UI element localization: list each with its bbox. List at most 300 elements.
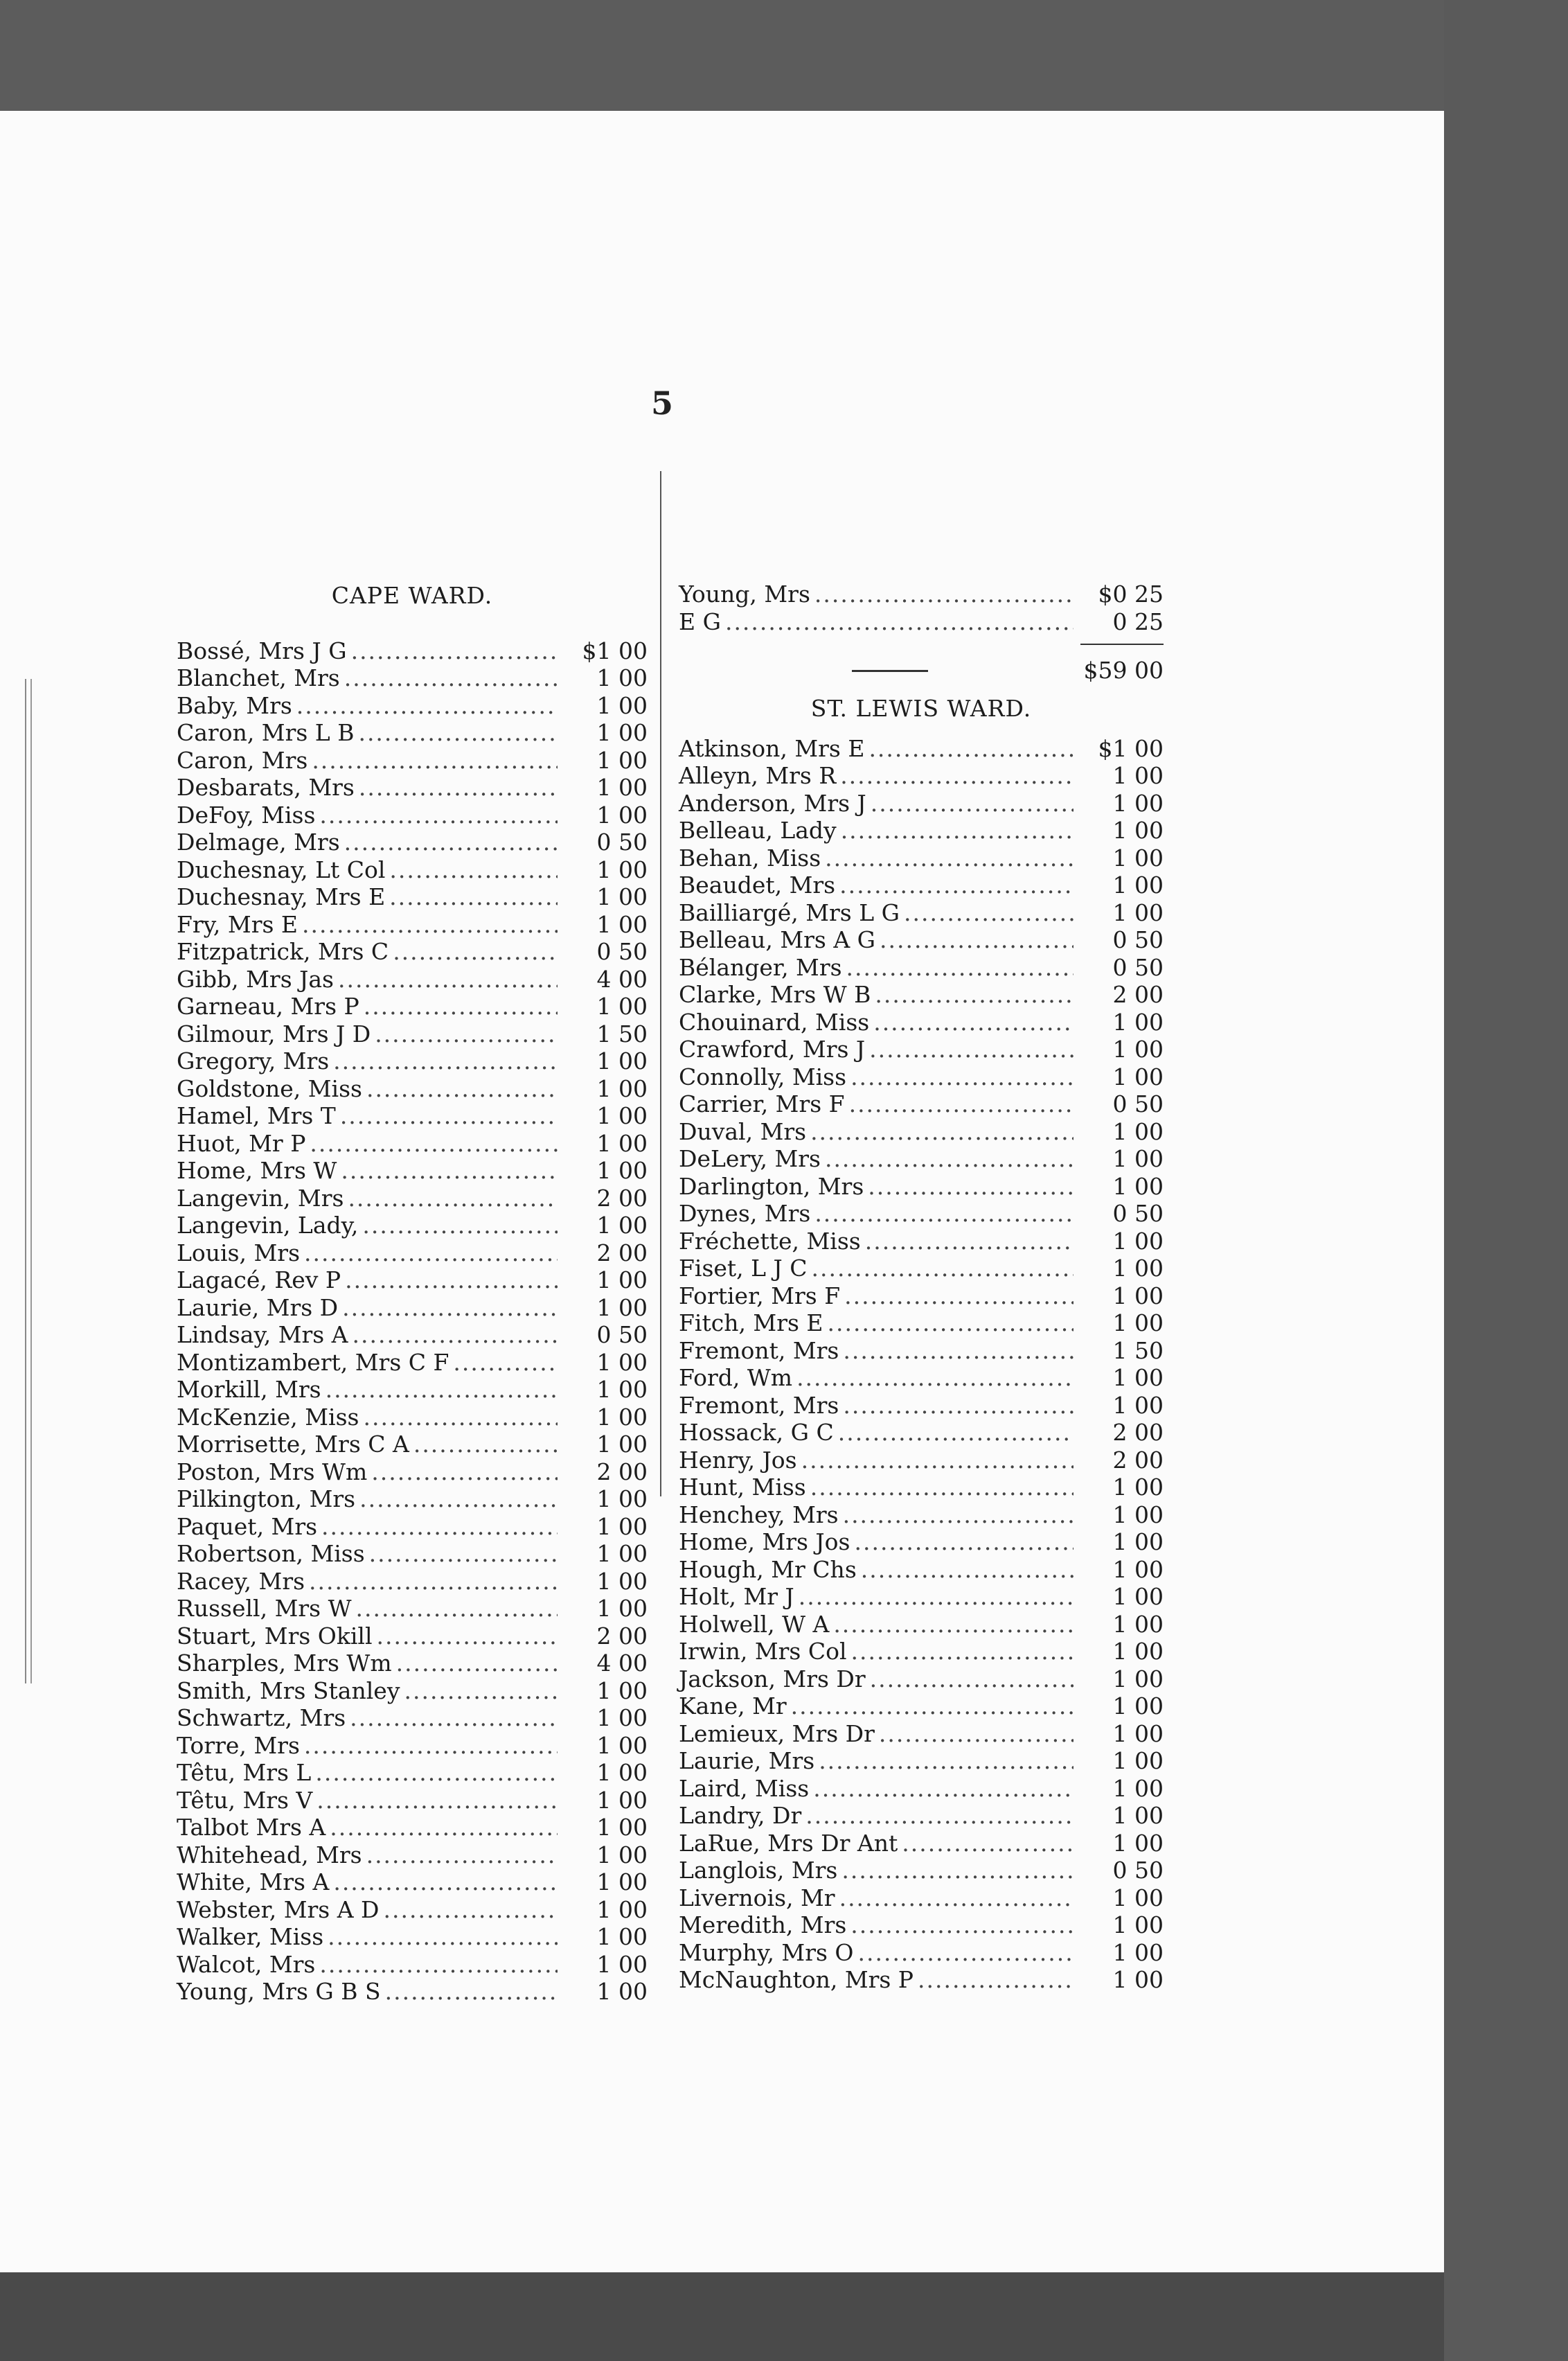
leader-dots [362,1212,558,1239]
donor-name: Fitch, Mrs E [679,1309,823,1336]
leader-dots [413,1431,558,1458]
donor-name: Home, Mrs W [177,1157,337,1184]
donation-amount: 1 00 [1112,1938,1164,1966]
donor-name: Bélanger, Mrs [679,953,842,981]
donation-amount: 1 50 [1112,1336,1164,1364]
list-item [679,581,1164,608]
donor-name: Langevin, Lady, [177,1212,359,1239]
donation-amount: 1 00 [1112,1364,1164,1391]
donor-name: Anderson, Mrs J [679,789,866,817]
donor-name: Fremont, Mrs [679,1336,839,1364]
donation-amount: 1 00 [1112,1802,1164,1829]
donor-name: Smith, Mrs Stanley [177,1677,400,1704]
leader-dots [813,1775,1073,1803]
list-item [177,1102,648,1130]
leader-dots [844,1282,1073,1310]
donor-name: Goldstone, Miss [177,1075,362,1102]
donation-amount: 1 00 [596,801,648,829]
donor-name: Langevin, Mrs [177,1184,344,1212]
list-item [177,1431,648,1458]
donor-name: Duchesnay, Lt Col [177,856,386,883]
list-item [177,1294,648,1322]
list-item [679,1309,1164,1337]
leader-dots [796,1364,1073,1392]
list-item [679,1392,1164,1420]
donation-amount: 1 00 [1112,1036,1164,1063]
donation-amount: 1 00 [1112,1719,1164,1747]
donor-name: Têtu, Mrs V [177,1786,313,1814]
leader-dots [819,1747,1073,1775]
leader-dots [791,1692,1073,1720]
list-item [177,802,648,829]
donor-name: Gregory, Mrs [177,1047,330,1075]
leader-dots [839,1884,1073,1912]
donation-amount: 4 00 [596,965,648,993]
leader-dots [850,1063,1073,1091]
list-item [679,981,1164,1009]
leader-dots [344,829,558,856]
leader-dots [828,1309,1073,1337]
leader-dots [326,1376,558,1404]
donor-name: DeLery, Mrs [679,1145,821,1172]
donor-name: E G [679,608,721,635]
section-divider [852,670,928,672]
donation-amount: 1 00 [596,719,648,746]
donation-amount: 1 00 [1112,1692,1164,1719]
donation-amount: 1 00 [596,746,648,774]
leader-dots [871,790,1073,817]
leader-dots [843,1337,1073,1365]
leader-dots [839,872,1073,899]
list-item [177,1677,648,1705]
donation-amount: 1 00 [596,1431,648,1458]
list-item [679,1145,1164,1173]
leader-dots [351,637,558,665]
leader-dots [364,993,558,1020]
list-item [177,1841,648,1869]
list-item [177,1185,648,1212]
list-item [679,1583,1164,1611]
donation-amount: 1 00 [596,1485,648,1512]
leader-dots [315,1759,558,1787]
donation-amount: 1 00 [1112,1309,1164,1336]
donation-amount: 1 00 [596,1677,648,1704]
donation-amount: $1 00 [582,637,648,664]
donor-name: Robertson, Miss [177,1540,365,1567]
binding-stitch [25,679,32,1683]
leader-dots [342,1294,558,1322]
leader-dots [319,802,558,829]
cape-ward-list [177,637,648,2006]
donor-name: Pilkington, Mrs [177,1485,356,1512]
donor-name: Garneau, Mrs P [177,993,359,1020]
donation-amount: 1 00 [1112,1966,1164,1993]
donor-name: Montizambert, Mrs C F [177,1348,449,1376]
leader-dots [810,1474,1073,1501]
leader-dots [385,1978,558,2006]
list-item [679,1830,1164,1857]
leader-dots [312,747,558,775]
donor-name: Morrisette, Mrs C A [177,1431,409,1458]
donation-amount: 1 00 [1112,1145,1164,1172]
donation-amount: 2 00 [1112,1446,1164,1474]
leader-dots [359,1485,558,1513]
donation-amount: 2 00 [596,1622,648,1650]
donation-amount: 1 00 [596,910,648,938]
leader-dots [358,719,558,747]
donor-name: Fiset, L J C [679,1255,808,1282]
st-lewis-ward-column [679,581,1164,1994]
list-item [177,1266,648,1294]
list-item [177,1650,648,1677]
donor-name: Laird, Miss [679,1774,810,1802]
donation-amount: 1 00 [1112,1255,1164,1282]
donor-name: Gibb, Mrs Jas [177,965,334,993]
donation-amount: 2 00 [596,1184,648,1212]
leader-dots [340,1102,558,1130]
donor-name: Huot, Mr P [177,1129,306,1157]
leader-dots [333,1047,558,1075]
donor-name: Behan, Miss [679,844,821,872]
cape-ward-column [177,582,648,2006]
list-item [177,1951,648,1979]
donation-amount: 1 00 [1112,1474,1164,1501]
leader-dots [841,1857,1073,1884]
donor-name: Jackson, Mrs Dr [679,1665,866,1692]
donation-amount: 1 00 [596,774,648,801]
donor-name: Henry, Jos [679,1446,797,1474]
list-item [679,1884,1164,1912]
donor-name: Darlington, Mrs [679,1172,864,1200]
list-item [679,1173,1164,1201]
donation-amount: 1 00 [1112,1528,1164,1555]
leader-dots [345,1266,558,1294]
leader-dots [333,1868,558,1896]
list-item [679,1255,1164,1282]
donor-name: Caron, Mrs [177,746,308,774]
leader-dots [359,774,558,802]
donor-name: Laurie, Mrs D [177,1293,339,1321]
donation-amount: 1 00 [1112,762,1164,789]
leader-dots [841,817,1073,845]
donation-amount: 1 00 [596,1731,648,1759]
leader-dots [850,1911,1073,1939]
donation-amount: 1 00 [596,1841,648,1868]
list-item [177,1075,648,1103]
leader-dots [302,911,558,939]
list-item [679,1638,1164,1665]
leader-dots [812,1255,1073,1282]
scan-right-border [1444,0,1568,2361]
list-item [177,1349,648,1377]
leader-dots [348,1185,558,1212]
donor-name: Alleyn, Mrs R [679,762,837,789]
list-item [177,1568,648,1595]
list-item [679,608,1164,636]
donation-amount: 1 00 [1112,899,1164,926]
donation-amount: 1 00 [1112,1282,1164,1309]
leader-dots [321,1513,558,1541]
donation-amount: 1 00 [1112,1555,1164,1583]
donor-name: Langlois, Mrs [679,1857,838,1884]
leader-dots [304,1732,558,1760]
donation-amount: 1 00 [596,1595,648,1622]
donation-amount: 1 00 [1112,1008,1164,1036]
donor-name: Lindsay, Mrs A [177,1321,348,1348]
leader-dots [902,1830,1073,1857]
donor-name: Holt, Mr J [679,1583,794,1610]
list-item [679,1282,1164,1310]
list-item [177,1485,648,1513]
donor-name: Clarke, Mrs W B [679,981,871,1008]
donor-name: Schwartz, Mrs [177,1704,346,1731]
donation-amount: 0 50 [596,829,648,856]
leader-dots [319,1951,558,1979]
leader-dots [389,883,558,911]
donation-amount: 1 00 [596,664,648,691]
donor-name: Holwell, W A [679,1610,830,1638]
donor-name: Ford, Wm [679,1364,793,1391]
list-item [177,938,648,966]
donation-amount: 1 00 [596,1266,648,1293]
donor-name: Connolly, Miss [679,1063,847,1090]
donor-name: Poston, Mrs Wm [177,1458,368,1485]
list-item [679,1337,1164,1365]
leader-dots [310,1130,558,1158]
donor-name: Duval, Mrs [679,1117,807,1145]
donation-amount: 0 50 [1112,953,1164,981]
donation-amount: 2 00 [596,1458,648,1485]
donation-amount: 1 00 [1112,1884,1164,1911]
leader-dots [879,1720,1073,1748]
donation-amount: 4 00 [596,1650,648,1677]
leader-dots [799,1583,1073,1611]
donor-name: Murphy, Mrs O [679,1938,854,1966]
leader-dots [840,762,1073,790]
donation-amount: 1 00 [596,1759,648,1786]
donation-amount: 0 25 [1112,608,1164,635]
donation-amount: 1 00 [596,1212,648,1239]
leader-dots [375,1020,558,1048]
donor-name: Belleau, Lady [679,817,837,844]
donation-amount: 1 50 [596,1020,648,1047]
donor-name: Whitehead, Mrs [177,1841,362,1868]
list-item [679,735,1164,763]
donor-name: Belleau, Mrs A G [679,926,875,953]
donation-amount: 1 00 [596,1868,648,1895]
list-item [679,790,1164,817]
list-item [177,1321,648,1349]
donor-name: Hunt, Miss [679,1474,806,1501]
leader-dots [341,1157,558,1185]
list-item [177,993,648,1020]
leader-dots [309,1568,558,1595]
donation-amount: 1 00 [596,1403,648,1431]
donor-name: Chouinard, Miss [679,1008,870,1036]
donor-name: Webster, Mrs A D [177,1895,380,1923]
donation-amount: 1 00 [596,1157,648,1184]
leader-dots [868,1173,1073,1201]
donation-amount: 1 00 [596,1540,648,1567]
list-item [679,1036,1164,1063]
leader-dots [870,1665,1073,1693]
list-item [177,1130,648,1158]
donation-amount: 1 00 [596,1047,648,1075]
list-item [177,1376,648,1404]
list-item [177,774,648,802]
column-divider [660,471,661,1496]
donor-name: White, Mrs A [177,1868,330,1895]
donor-name: Atkinson, Mrs E [679,734,865,762]
leader-dots [393,938,558,966]
leader-dots [725,608,1073,636]
list-item [679,1966,1164,1994]
list-item [679,762,1164,790]
donor-name: Walker, Miss [177,1923,324,1950]
donor-name: McNaughton, Mrs P [679,1966,914,1993]
leader-dots [843,1392,1073,1420]
list-item [679,1747,1164,1775]
list-item [177,911,648,939]
donor-name: Racey, Mrs [177,1567,305,1595]
donation-amount: 1 00 [1112,1610,1164,1638]
donation-amount: 1 00 [596,1786,648,1814]
leader-dots [356,1595,558,1622]
leader-dots [861,1556,1073,1584]
list-item [679,1720,1164,1748]
leader-dots [366,1841,558,1869]
leader-dots [833,1611,1073,1638]
list-item [177,966,648,993]
leader-dots [846,954,1073,982]
donation-amount: 1 00 [596,1923,648,1950]
donation-amount: $1 00 [1098,734,1164,762]
donation-amount: 1 00 [596,1895,648,1923]
donation-amount: 1 00 [596,1704,648,1731]
donation-amount: 1 00 [1112,844,1164,872]
leader-dots [814,581,1073,608]
list-item [679,1692,1164,1720]
cape-ward-total-row [679,653,1164,688]
donation-amount: 1 00 [1112,1063,1164,1090]
list-item [679,1200,1164,1228]
st-lewis-ward-list [679,735,1164,1994]
leader-dots [328,1923,558,1951]
donation-amount: 1 00 [596,1129,648,1157]
donor-name: Lagacé, Rev P [177,1266,341,1293]
page-number: 5 [651,384,674,422]
leader-dots [453,1349,558,1377]
donation-amount: 1 00 [1112,1583,1164,1610]
leader-dots [296,692,558,720]
leader-dots [873,1009,1073,1036]
donor-name: McKenzie, Miss [177,1403,359,1431]
list-item [177,1157,648,1185]
list-item [177,883,648,911]
donor-name: Young, Mrs G B S [177,1978,381,2005]
leader-dots [857,1939,1073,1967]
list-item [679,1802,1164,1830]
donor-name: Baby, Mrs [177,691,292,719]
leader-dots [810,1118,1073,1146]
donor-name: Bailliargé, Mrs L G [679,899,900,926]
list-item [177,1814,648,1841]
donor-name: Fréchette, Miss [679,1227,861,1255]
donor-name: Duchesnay, Mrs E [177,883,386,910]
donor-name: Russell, Mrs W [177,1595,352,1622]
list-item [177,747,648,775]
leader-dots [377,1622,558,1650]
donor-name: Beaudet, Mrs [679,872,836,899]
donation-amount: 0 50 [1112,1857,1164,1884]
list-item [679,872,1164,899]
donation-amount: 1 00 [596,1075,648,1102]
list-item [177,1047,648,1075]
list-item [177,1868,648,1896]
list-item [177,1020,648,1048]
donor-name: Blanchet, Mrs [177,664,340,691]
total-rule [679,635,1164,653]
list-item [177,1923,648,1951]
donor-name: Laurie, Mrs [679,1747,815,1774]
donation-amount: 2 00 [596,1239,648,1266]
list-item [679,1611,1164,1638]
donation-amount: 1 00 [596,1567,648,1595]
donor-name: Desbarats, Mrs [177,774,355,801]
document-page [0,111,1444,2272]
list-item [679,926,1164,954]
leader-dots [875,981,1073,1009]
donor-name: Paquet, Mrs [177,1512,318,1540]
list-item [679,1501,1164,1529]
leader-dots [350,1704,558,1732]
donation-amount: 1 00 [1112,1911,1164,1938]
donor-name: Irwin, Mrs Col [679,1638,847,1665]
donor-name: Livernois, Mr [679,1884,835,1911]
donor-name: Têtu, Mrs L [177,1759,312,1786]
leader-dots [865,1228,1073,1255]
donation-amount: 1 00 [1112,1638,1164,1665]
donation-amount: 0 50 [1112,1200,1164,1227]
donation-amount: 1 00 [596,1950,648,1978]
leader-dots [838,1419,1073,1447]
donor-name: Sharples, Mrs Wm [177,1650,392,1677]
donor-name: Bossé, Mrs J G [177,637,347,664]
cape-ward-total: $59 00 [1083,657,1164,684]
leader-dots [366,1075,558,1103]
donation-amount: 1 00 [596,1814,648,1841]
list-item [177,1622,648,1650]
st-lewis-ward-heading: ST. LEWIS WARD. [810,695,1032,722]
leader-dots [825,845,1073,872]
list-item [679,1775,1164,1803]
list-item [177,719,648,747]
donor-name: Lemieux, Mrs Dr [679,1719,875,1747]
donation-amount: 1 00 [596,993,648,1020]
leader-dots [854,1528,1073,1556]
leader-dots [805,1802,1073,1830]
donor-name: Torre, Mrs [177,1731,300,1759]
list-item [679,1009,1164,1036]
donor-name: Hossack, G C [679,1419,834,1446]
donor-name: Gilmour, Mrs J D [177,1020,371,1047]
donation-amount: 1 00 [1112,1227,1164,1255]
list-item [177,1404,648,1431]
donation-amount: 1 00 [1112,1665,1164,1692]
leader-dots [849,1090,1073,1118]
list-item [679,1364,1164,1392]
leader-dots [404,1677,558,1705]
